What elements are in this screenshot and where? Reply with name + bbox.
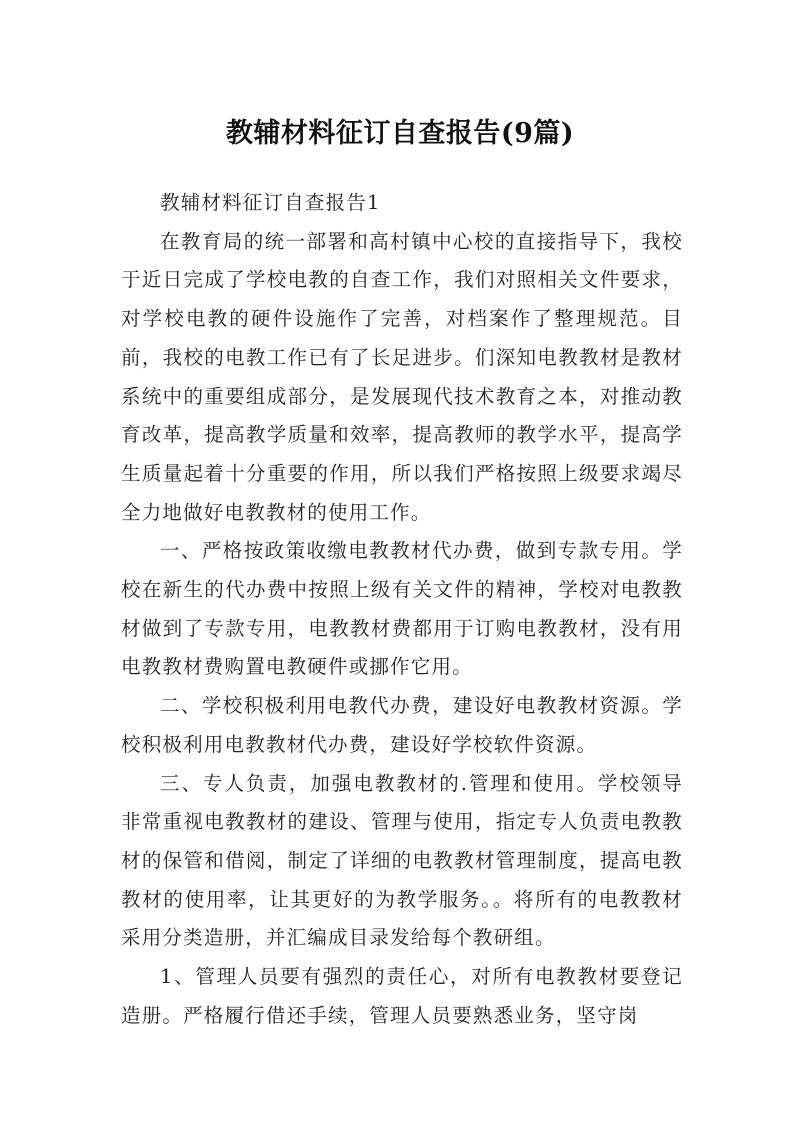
body-paragraph: 三、专人负责，加强电教教材的.管理和使用。学校领导非常重视电教教材的建设、管理与使用，指定专人负责电教教材的保管和借阅，制定了详细的电教教材管理制度，提高电教教材的使用率，让其更好的为教学服务。。将所有的电教教材采用分类造册，并汇编成目录发给每个教研组。 [121,771,683,950]
body-paragraph: 二、学校积极利用电教代办费，建设好电教教材资源。学校积极利用电教教材代办费，建设好学校软件资源。 [121,694,683,756]
body-paragraph: 1、管理人员要有强烈的责任心，对所有电教教材要登记造册。严格履行借还手续，管理人员要熟悉业务，坚守岗 [121,965,683,1027]
section-heading: 教辅材料征订自查报告1 [160,191,381,214]
body-paragraph: 在教育局的统一部署和高村镇中心校的直接指导下，我校于近日完成了学校电教的自查工作，我们对照相关文件要求，对学校电教的硬件设施作了完善，对档案作了整理规范。目前，我校的电教工作已有了长足进步。们深知电教教材是教材系统中的重要组成部分，是发展现代技术教育之本，对推动教育改革，提高教学质量和效率，提高教师的教学水平，提高学生质量起着十分重要的作用，所以我们严格按照上级要求竭尽全力地做好电教教材的使用工作。 [121,229,683,524]
body-paragraph: 一、严格按政策收缴电教教材代办费，做到专款专用。学校在新生的代办费中按照上级有关文件的精神，学校对电教教材做到了专款专用，电教教材费都用于订购电教教材，没有用电教教材费购置电教硬件或挪作它用。 [121,539,683,679]
document-title: 教辅材料征订自查报告(9篇) [225,118,575,150]
document-body [121,184,683,1035]
